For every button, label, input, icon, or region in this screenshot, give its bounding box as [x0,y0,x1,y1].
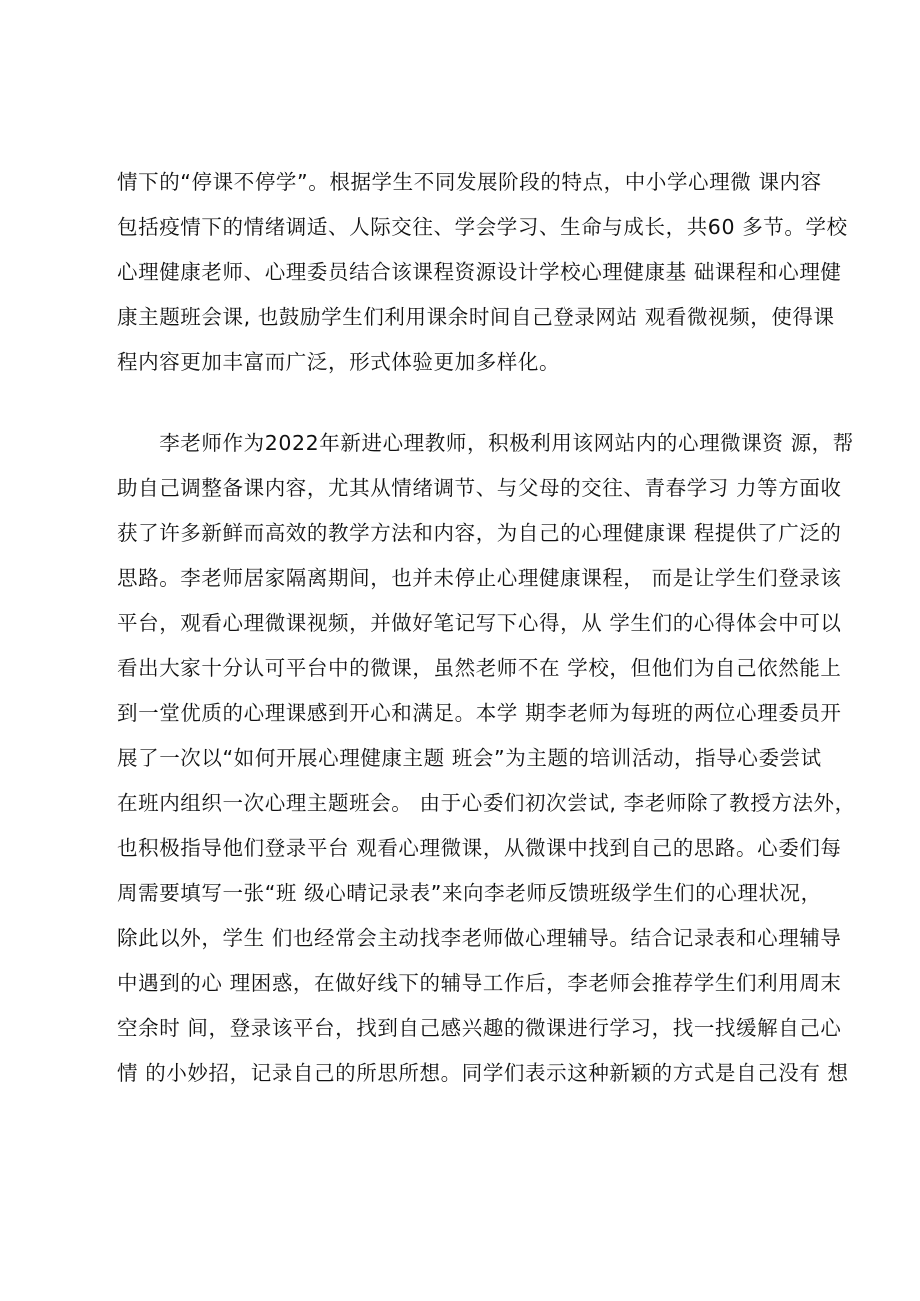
text-line: 李老师作为2022年新进心理教师，积极利用该网站内的心理微课资 源，帮 [117,431,854,455]
text-line: 获了许多新鲜而高效的教学方法和内容，为自己的心理健康课 程提供了广泛的 [117,521,842,545]
text-line: 包括疫情下的情绪调适、人际交往、学会学习、生命与成长，共60 多节。学校 [117,215,848,239]
text-line: 空余时 间，登录该平台，找到自己感兴趣的微课进行学习，找一找缓解自己心 [117,1016,842,1040]
text-line: 中遇到的心 理困惑，在做好线下的辅导工作后，李老师会推荐学生们利用周末 [117,971,842,995]
paragraph-2 [117,421,856,1096]
text-line: 助自己调整备课内容，尤其从情绪调节、与父母的交往、青春学习 力等方面收 [117,476,842,500]
text-line: 到一堂优质的心理课感到开心和满足。本学 期李老师为每班的两位心理委员开 [117,701,842,725]
text-line: 心理健康老师、心理委员结合该课程资源设计学校心理健康基 础课程和心理健 [117,260,842,284]
text-line: 思路。李老师居家隔离期间，也并未停止心理健康课程， 而是让学生们登录该 [117,566,842,590]
text-line: 康主题班会课, 也鼓励学生们利用课余时间自己登录网站 观看微视频，使得课 [117,305,835,329]
text-line: 程内容更加丰富而广泛，形式体验更加多样化。 [117,350,561,374]
text-line: 平台，观看心理微课视频，并做好笔记写下心得，从 学生们的心得体会中可以 [117,611,842,635]
text-line: 也积极指导他们登录平台 观看心理微课，从微课中找到自己的思路。心委们每 [117,836,842,860]
paragraph-1 [117,160,848,385]
text-line: 除此以外，学生 们也经常会主动找李老师做心理辅导。结合记录表和心理辅导 [117,926,842,950]
text-line: 看出大家十分认可平台中的微课，虽然老师不在 学校，但他们为自己依然能上 [117,656,842,680]
text-line: 展了一次以“如何开展心理健康主题 班会”为主题的培训活动，指导心委尝试 [117,746,822,770]
text-line: 情 的小妙招，记录自己的所思所想。同学们表示这种新颖的方式是自己没有 想 [117,1061,849,1085]
text-line: 在班内组织一次心理主题班会。 由于心委们初次尝试, 李老师除了教授方法外， [117,791,856,815]
text-line: 情下的“停课不停学”。根据学生不同发展阶段的特点，中小学心理微 课内容 [117,170,822,194]
text-line: 周需要填写一张“班 级心晴记录表”来向李老师反馈班级学生们的心理状况， [117,881,822,905]
